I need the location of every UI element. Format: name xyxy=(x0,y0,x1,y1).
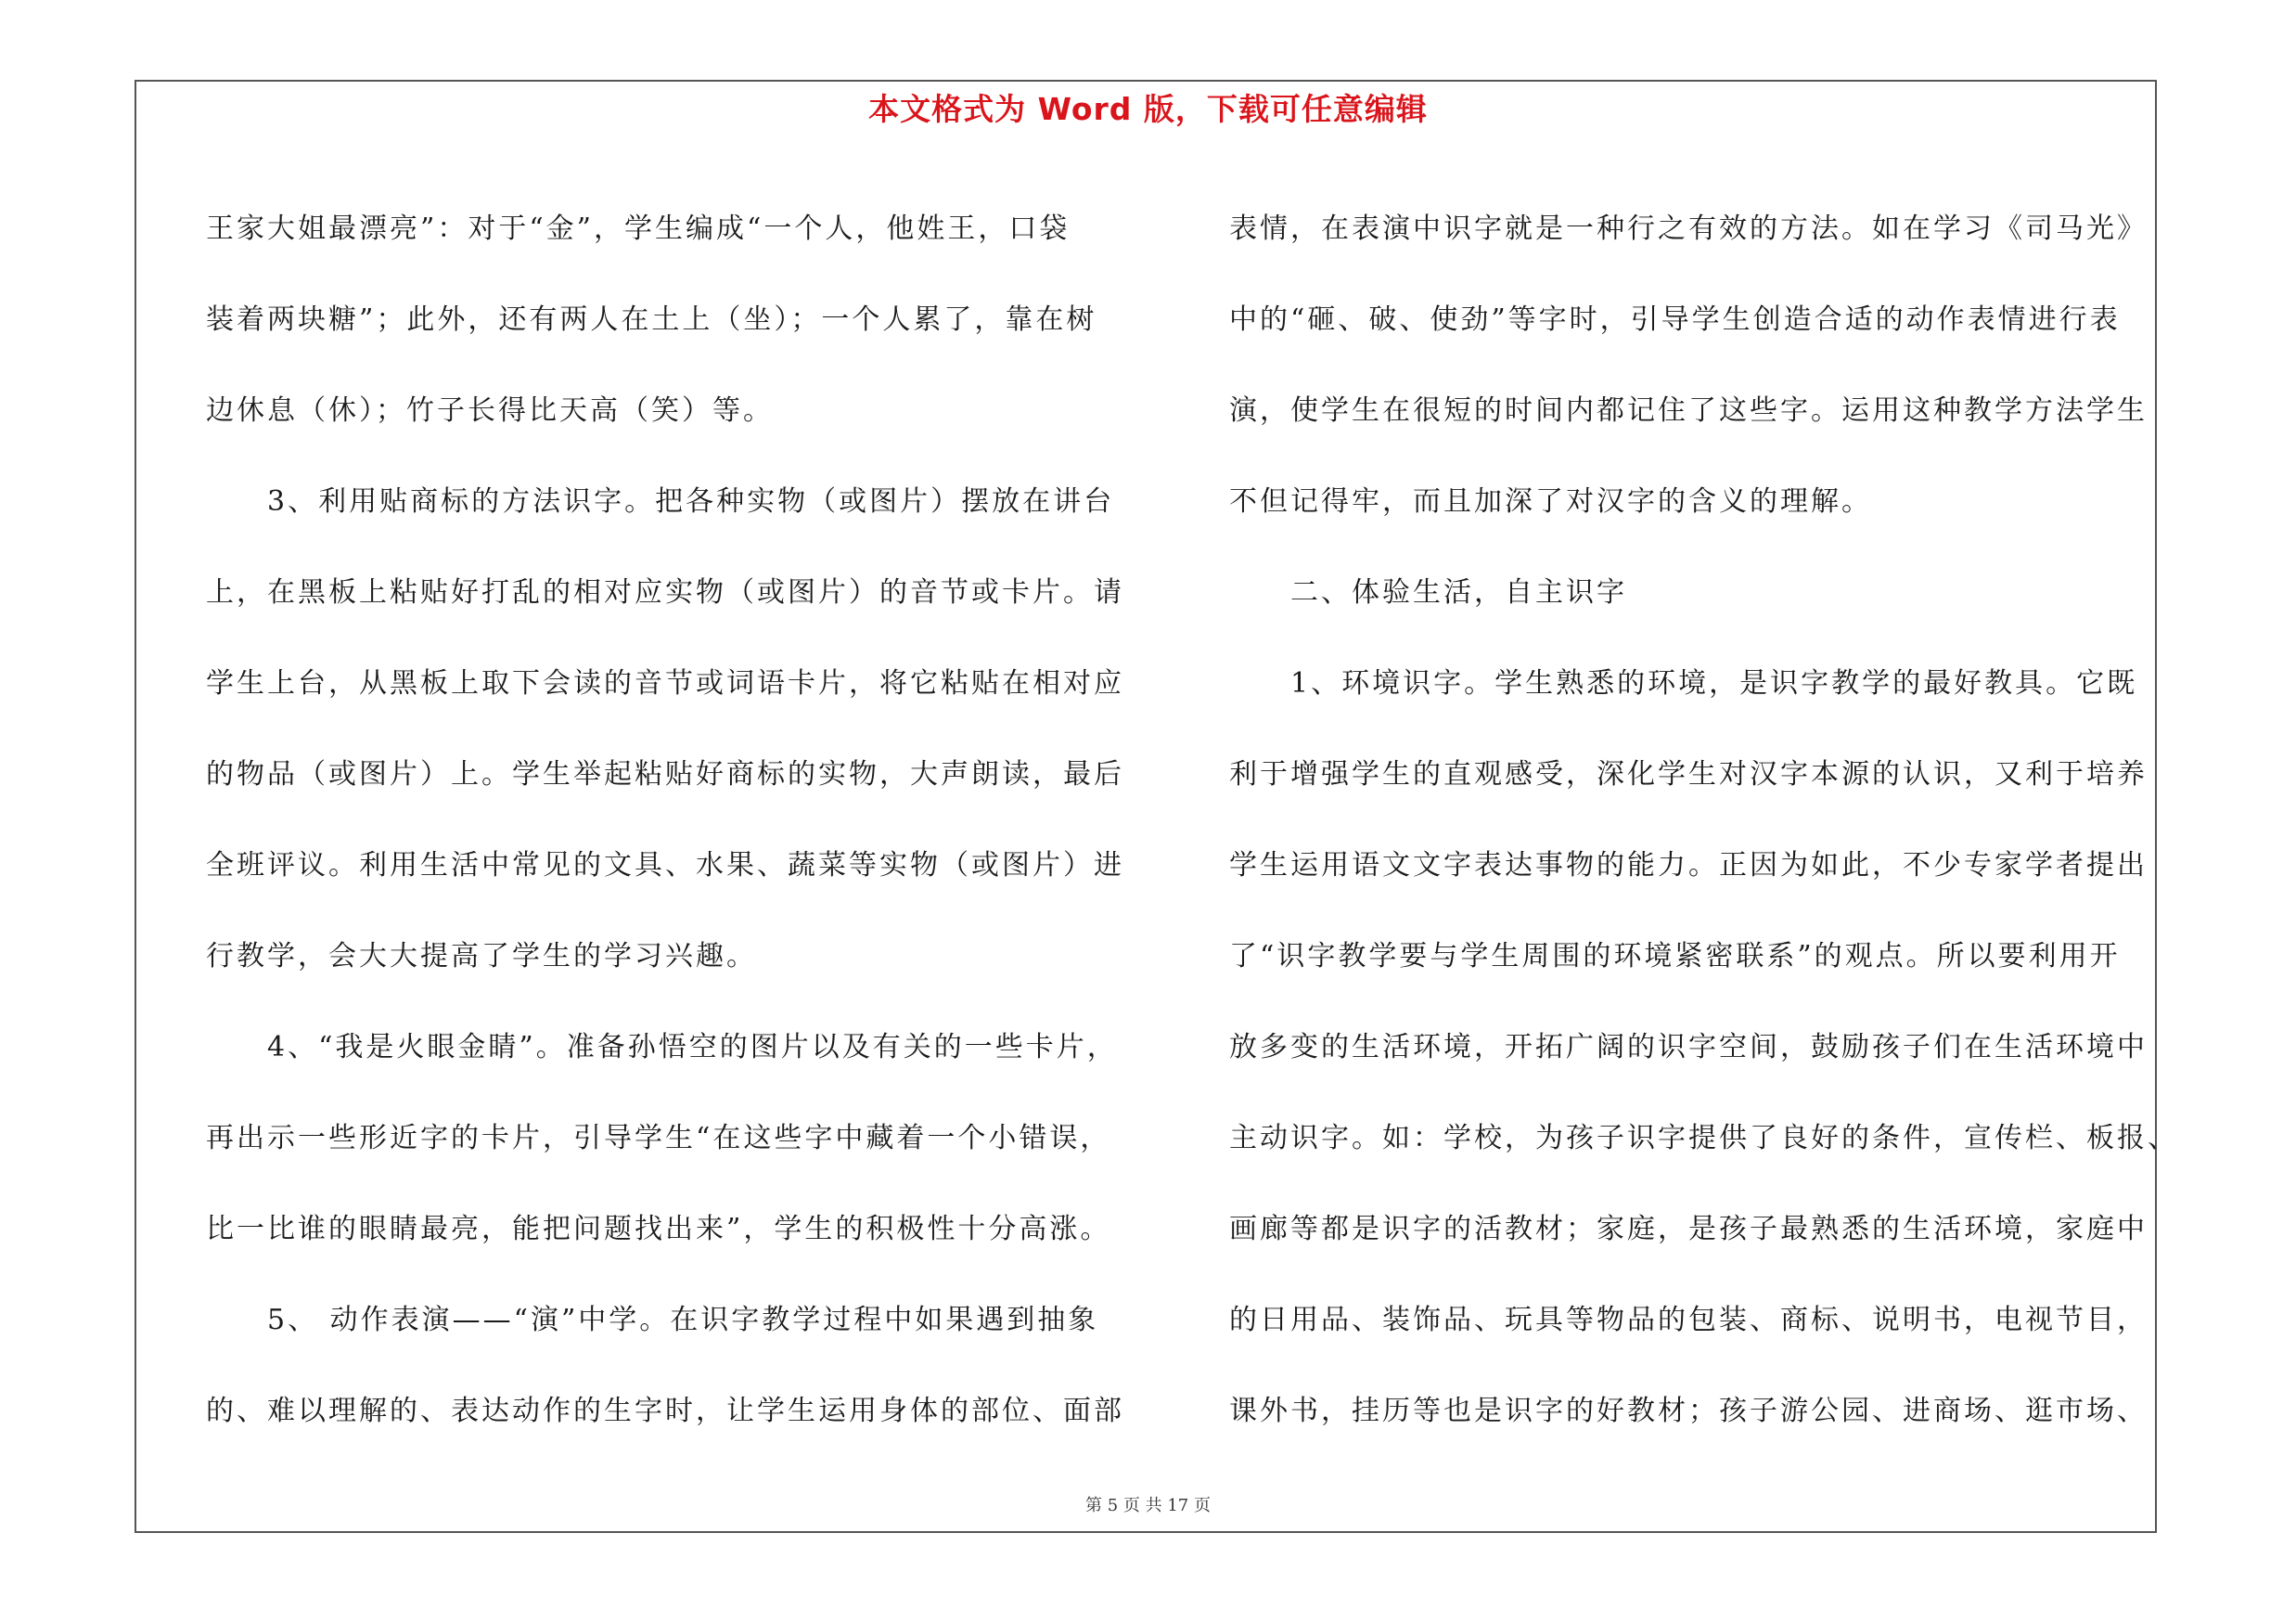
text-line: 的物品（或图片）上。学生举起粘贴好商标的实物，大声朗读，最后 xyxy=(206,758,1124,791)
text-line: 再出示一些形近字的卡片，引导学生“在这些字中藏着一个小错误， xyxy=(206,1122,1111,1154)
text-line: 学生上台，从黑板上取下会读的音节或词语卡片，将它粘贴在相对应 xyxy=(206,667,1124,700)
text-line: 的、难以理解的、表达动作的生字时，让学生运用身体的部位、面部 xyxy=(206,1395,1124,1427)
text-line: 演，使学生在很短的时间内都记住了这些字。运用这种教学方法学生 xyxy=(1229,394,2148,427)
text-line: 4、“我是火眼金睛”。准备孙悟空的图片以及有关的一些卡片， xyxy=(206,1031,1118,1063)
text-line: 的日用品、装饰品、玩具等物品的包装、商标、说明书，电视节目， xyxy=(1229,1304,2148,1336)
text-line: 了“识字教学要与学生周围的环境紧密联系”的观点。所以要利用开 xyxy=(1229,940,2121,973)
text-line: 边休息（休）；竹子长得比天高（笑）等。 xyxy=(206,394,774,427)
text-line: 利于增强学生的直观感受，深化学生对汉字本源的认识，又利于培养 xyxy=(1229,758,2148,791)
right-column xyxy=(1229,184,2178,1457)
text-line: 放多变的生活环境，开拓广阔的识字空间，鼓励孩子们在生活环境中 xyxy=(1229,1031,2148,1063)
text-line: 王家大姐最漂亮”：对于“金”，学生编成“一个人，他姓王，口袋 xyxy=(206,213,1071,245)
text-line: 主动识字。如：学校，为孩子识字提供了良好的条件，宣传栏、板报、 xyxy=(1229,1122,2178,1154)
text-line: 1、环境识字。学生熟悉的环境，是识字教学的最好教具。它既 xyxy=(1229,667,2138,700)
page-number-footer: 第 5 页 共 17 页 xyxy=(1085,1496,1211,1515)
text-line: 全班评议。利用生活中常见的文具、水果、蔬菜等实物（或图片）进 xyxy=(206,849,1124,882)
text-line: 课外书，挂历等也是识字的好教材；孩子游公园、进商场、逛市场、 xyxy=(1229,1395,2148,1427)
left-column xyxy=(206,184,1143,1457)
text-line: 不但记得牢，而且加深了对汉字的含义的理解。 xyxy=(1229,485,1872,518)
section-heading: 二、体验生活，自主识字 xyxy=(1229,576,1627,609)
text-line: 画廊等都是识字的活教材；家庭，是孩子最熟悉的生活环境，家庭中 xyxy=(1229,1213,2148,1245)
text-line: 5、 动作表演——“演”中学。在识字教学过程中如果遇到抽象 xyxy=(206,1304,1099,1336)
text-line: 行教学，会大大提高了学生的学习兴趣。 xyxy=(206,940,757,973)
text-line: 装着两块糖”；此外，还有两人在土上（坐）；一个人累了，靠在树 xyxy=(206,303,1097,336)
text-line: 比一比谁的眼睛最亮，能把问题找出来”，学生的积极性十分高涨。 xyxy=(206,1213,1111,1245)
text-line: 3、利用贴商标的方法识字。把各种实物（或图片）摆放在讲台 xyxy=(206,485,1115,518)
text-line: 上，在黑板上粘贴好打乱的相对应实物（或图片）的音节或卡片。请 xyxy=(206,576,1124,609)
text-line: 表情，在表演中识字就是一种行之有效的方法。如在学习《司马光》 xyxy=(1229,213,2148,245)
text-line: 学生运用语文文字表达事物的能力。正因为如此，不少专家学者提出 xyxy=(1229,849,2148,882)
text-line: 中的“砸、破、使劲”等字时，引导学生创造合适的动作表情进行表 xyxy=(1229,303,2121,336)
word-format-banner: 本文格式为 Word 版，下载可任意编辑 xyxy=(868,91,1428,127)
